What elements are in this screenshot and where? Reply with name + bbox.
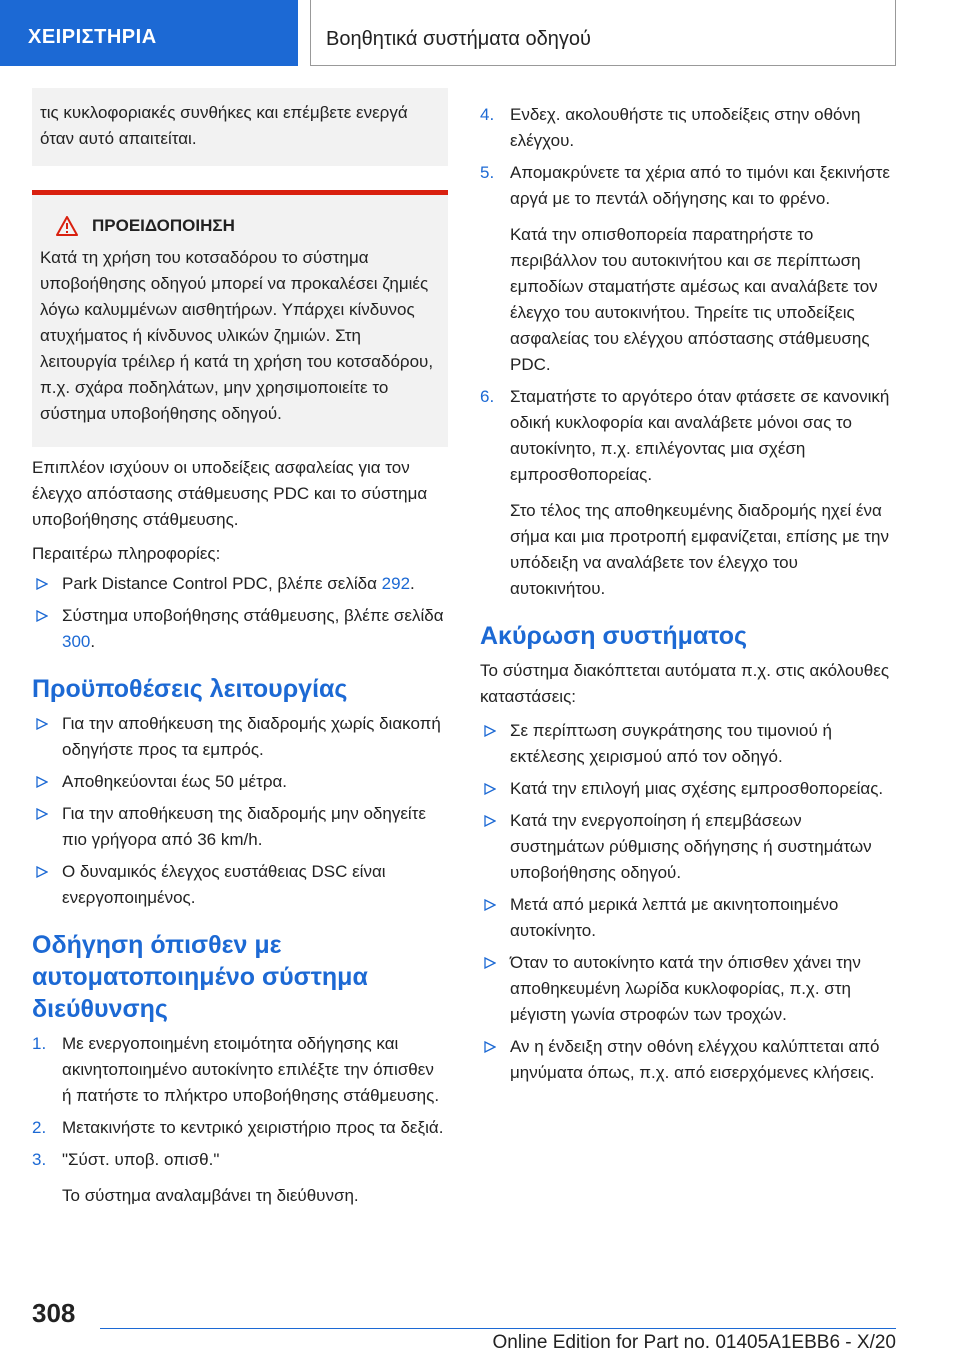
step-number: 4. bbox=[480, 105, 495, 124]
list-item-text: Αν η ένδειξη στην οθόνη ελέγχου καλύπτεται από μηνύματα όπως, π.χ. από εισερχόμενες κλήσεις. bbox=[510, 1037, 880, 1082]
step-number: 1. bbox=[32, 1034, 47, 1053]
steps-list bbox=[32, 1031, 448, 1209]
step-text: Απομακρύνετε τα χέρια από το τιμόνι και ξεκινήστε αργά με το πεντάλ οδήγησης και το φρένο. bbox=[510, 163, 890, 208]
list-item bbox=[480, 892, 896, 944]
footer-divider bbox=[100, 1328, 896, 1329]
warning-title: ΠΡΟΕΙΔΟΠΟΙΗΣΗ bbox=[92, 216, 235, 235]
triangle-bullet-icon bbox=[36, 808, 48, 820]
left-column bbox=[32, 88, 448, 1215]
list-item bbox=[480, 776, 896, 802]
more-info-label: Περαιτέρω πληροφορίες: bbox=[32, 544, 221, 563]
list-item bbox=[32, 769, 448, 795]
step-text: Σταματήστε το αργότερο όταν φτάσετε σε κανονική οδική κυκλοφορία και αναλάβετε μόνοι σας το αυτοκίνητο, π.χ. επιλέγοντας μια σχέση εμπροσθοπορείας. bbox=[510, 387, 890, 484]
step-note: Στο τέλος της αποθηκευμένης διαδρομής ηχεί ένα σήμα και μια προτροπή εμφανίζεται, επίσης με την υπόδειξη να αναλάβετε τον έλεγχο του αυτοκινήτου. bbox=[510, 501, 889, 598]
page-header bbox=[0, 0, 960, 68]
list-item bbox=[480, 808, 896, 886]
info-item-end: . bbox=[90, 632, 96, 651]
warning-box bbox=[32, 190, 448, 447]
warning-icon bbox=[56, 216, 78, 236]
list-item-text: Για την αποθήκευση της διαδρομής μην οδηγείτε πιο γρήγορα από 36 km/h. bbox=[62, 804, 426, 849]
step-number: 5. bbox=[480, 163, 495, 182]
list-item bbox=[32, 801, 448, 853]
requirements-list bbox=[32, 711, 448, 911]
list-item-text: Για την αποθήκευση της διαδρομής χωρίς διακοπή οδηγήστε προς τα εμπρός. bbox=[62, 714, 441, 759]
list-item-text: Μετά από μερικά λεπτά με ακινητοποιημένο αυτοκίνητο. bbox=[510, 895, 839, 940]
step-note: Το σύστημα αναλαμβάνει τη διεύθυνση. bbox=[62, 1186, 359, 1205]
list-item bbox=[480, 1034, 896, 1086]
step-item bbox=[32, 1115, 448, 1141]
triangle-bullet-icon bbox=[36, 776, 48, 788]
note-box bbox=[32, 88, 448, 166]
info-list bbox=[32, 571, 448, 655]
triangle-bullet-icon bbox=[484, 1041, 496, 1053]
page-link[interactable]: 292 bbox=[381, 574, 411, 593]
list-item-text: Αποθηκεύονται έως 50 μέτρα. bbox=[62, 772, 288, 791]
chapter-title: Βοηθητικά συστήματα οδηγού bbox=[326, 28, 591, 50]
list-item bbox=[32, 603, 448, 655]
list-item-text: Ο δυναμικός έλεγχος ευστάθειας DSC είναι ενεργοποιημένος. bbox=[62, 862, 386, 907]
list-item-text: Κατά την επιλογή μιας σχέσης εμπροσθοπορείας. bbox=[510, 779, 884, 798]
triangle-bullet-icon bbox=[36, 866, 48, 878]
step-note: Κατά την οπισθοπορεία παρατηρήστε το περιβάλλον του αυτοκινήτου και σε περίπτωση εμποδίων σταματήστε αμέσως και αναλάβετε τον έλεγχο του αυτοκινήτου. Τηρείτε τις υποδείξεις ασφαλείας του ελέγχου απόστασης στάθμευσης PDC. bbox=[510, 225, 878, 374]
step-number: 3. bbox=[32, 1150, 47, 1169]
step-item bbox=[480, 160, 896, 378]
triangle-bullet-icon bbox=[484, 725, 496, 737]
note-text: τις κυκλοφοριακές συνθήκες και επέμβετε ενεργά όταν αυτό απαιτείται. bbox=[40, 103, 408, 148]
triangle-bullet-icon bbox=[36, 718, 48, 730]
steps-list bbox=[480, 102, 896, 602]
section-tab[interactable]: ΧΕΙΡΙΣΤΗΡΙΑ bbox=[0, 0, 298, 66]
triangle-bullet-icon bbox=[484, 815, 496, 827]
page-link[interactable]: 300 bbox=[62, 632, 91, 651]
section-heading: Ακύρωση συστήματος bbox=[480, 622, 748, 650]
triangle-bullet-icon bbox=[484, 783, 496, 795]
safety-paragraph: Επιπλέον ισχύουν οι υποδείξεις ασφαλείας για τον έλεγχο απόστασης στάθμευσης PDC και το σύστημα υποβοήθησης στάθμευσης. bbox=[32, 458, 428, 529]
info-item-text: Park Distance Control PDC, βλέπε σελίδα bbox=[62, 574, 382, 593]
cancel-list bbox=[480, 718, 896, 1086]
right-column bbox=[480, 88, 896, 1092]
step-item bbox=[480, 102, 896, 154]
list-item bbox=[32, 859, 448, 911]
triangle-bullet-icon bbox=[484, 899, 496, 911]
page-number: 308 bbox=[32, 1298, 76, 1328]
cancel-intro: Το σύστημα διακόπτεται αυτόματα π.χ. στις ακόλουθες καταστάσεις: bbox=[480, 661, 890, 706]
triangle-bullet-icon bbox=[484, 957, 496, 969]
step-number: 2. bbox=[32, 1118, 47, 1137]
step-text: Ενδεχ. ακολουθήστε τις υποδείξεις στην οθόνη ελέγχου. bbox=[510, 105, 861, 150]
list-item bbox=[480, 718, 896, 770]
list-item bbox=[32, 571, 448, 597]
warning-body: Κατά τη χρήση του κοτσαδόρου το σύστημα υποβοήθησης οδηγού μπορεί να προκαλέσει ζημιές λόγω καλυμμένων αισθητήρων. Υπάρχει κίνδυνος ατυχήματος ή κίνδυνος υλικών ζημιών. Στη λειτουργία τρέιλερ ή κατά τη χρήση του κοτσαδόρου, π.χ. σχάρα ποδηλάτων, μην χρησιμοποιείτε το σύστημα υποβοήθησης οδηγού. bbox=[40, 248, 434, 423]
list-item-text: Όταν το αυτοκίνητο κατά την όπισθεν χάνει την αποθηκευμένη λωρίδα κυκλοφορίας, π.χ. στη μέγιστη γωνία στροφών των τροχών. bbox=[510, 953, 861, 1024]
step-item bbox=[32, 1147, 448, 1209]
list-item-text: Σε περίπτωση συγκράτησης του τιμονιού ή εκτέλεσης χειρισμού από τον οδηγό. bbox=[510, 721, 832, 766]
section-heading: Προϋποθέσεις λειτουργίας bbox=[32, 675, 348, 703]
list-item-text: Κατά την ενεργοποίηση ή επεμβάσεων συστημάτων ρύθμισης οδήγησης ή συστημάτων υποβοήθησης οδηγού. bbox=[510, 811, 872, 882]
info-item-end: . bbox=[410, 574, 415, 593]
step-text: Μετακινήστε το κεντρικό χειριστήριο προς τα δεξιά. bbox=[62, 1118, 444, 1137]
step-text: "Σύστ. υποβ. οπισθ." bbox=[62, 1150, 220, 1169]
warning-header bbox=[40, 213, 440, 239]
section-heading: Οδήγηση όπισθεν με αυτοματοποιημένο σύστημα διεύθυνσης bbox=[32, 931, 368, 1023]
triangle-bullet-icon bbox=[36, 610, 48, 622]
info-item-text: Σύστημα υποβοήθησης στάθμευσης, βλέπε σελίδα bbox=[62, 606, 444, 625]
step-text: Με ενεργοποιημένη ετοιμότητα οδήγησης και ακινητοποιημένο αυτοκίνητο επιλέξτε την όπισθεν ή πατήστε το πλήκτρο υποβοήθησης στάθμευσης. bbox=[62, 1034, 440, 1105]
step-item bbox=[32, 1031, 448, 1109]
triangle-bullet-icon bbox=[36, 578, 48, 590]
edition-note: Online Edition for Part no. 01405A1EBB6 - X/20 bbox=[492, 1332, 896, 1353]
step-number: 6. bbox=[480, 387, 495, 406]
step-item bbox=[480, 384, 896, 602]
list-item bbox=[480, 950, 896, 1028]
list-item bbox=[32, 711, 448, 763]
